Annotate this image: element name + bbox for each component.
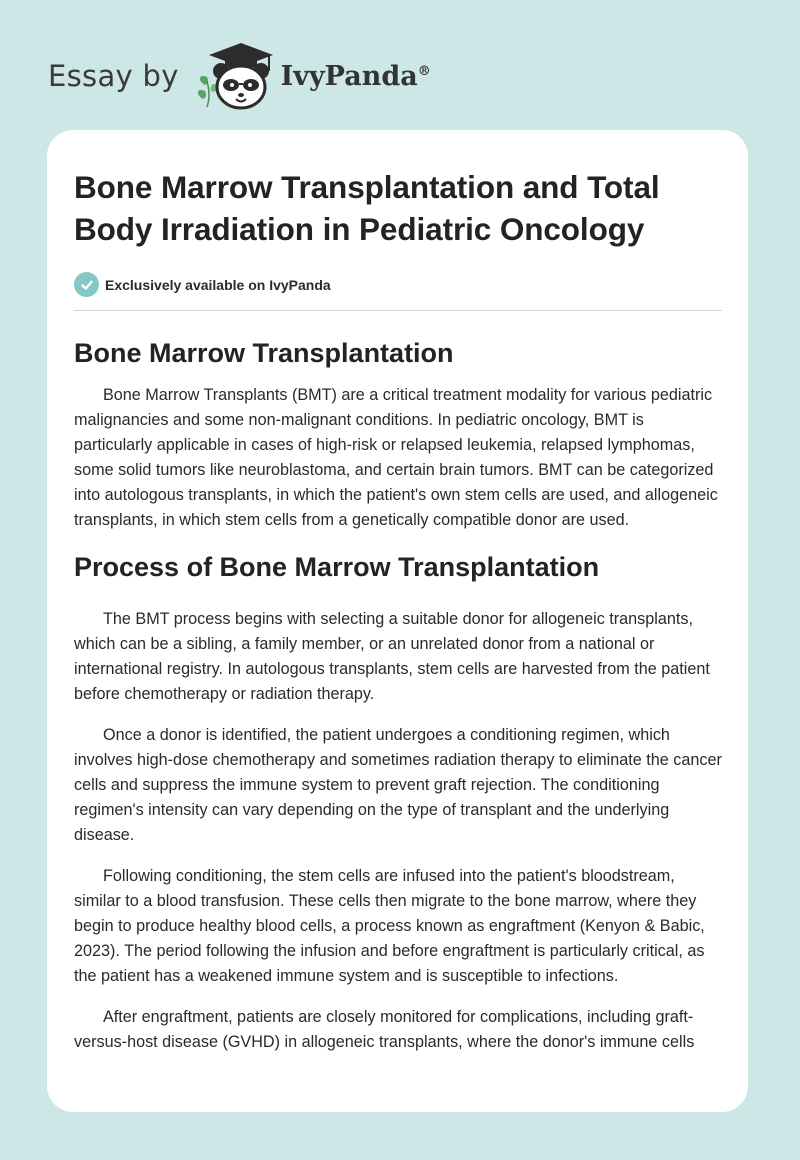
paragraph: Once a donor is identified, the patient undergoes a conditioning regimen, which involves high-dose chemotherapy and sometimes radiation therapy to eliminate the cancer cells and suppress the immune system to prevent graft rejection. The conditioning regimen's intensity can vary depending on the type of transplant and the underlying disease. <box>74 726 722 844</box>
section-body <box>74 383 722 533</box>
essay-title: Bone Marrow Transplantation and Total Body Irradiation in Pediatric Oncology <box>74 169 660 247</box>
divider <box>74 310 722 311</box>
exclusive-label: Exclusively available on IvyPanda <box>105 276 331 293</box>
site-header <box>48 36 431 116</box>
paragraph: After engraftment, patients are closely monitored for complications, including graft-versus-host disease (GVHD) in allogeneic transplants, where the donor's immune cells <box>74 1008 695 1051</box>
exclusive-badge <box>74 272 722 297</box>
panda-logo-icon <box>195 41 285 111</box>
registered-mark: ® <box>417 63 431 79</box>
essay-card <box>47 130 748 1112</box>
paragraph: Bone Marrow Transplants (BMT) are a critical treatment modality for various pediatric malignancies and some non-malignant conditions. In pediatric oncology, BMT is particularly applicable in cases of high-risk or relapsed leukemia, relapsed lymphomas, some solid tumors like neuroblastoma, and certain brain tumors. BMT can be categorized into autologous transplants, in which the patient's own stem cells are used, and allogeneic transplants, in which stem cells from a genetically compatible donor are used. <box>74 386 718 529</box>
essay-by-label: Essay by <box>48 59 179 93</box>
check-icon <box>74 272 99 297</box>
section-body <box>74 607 722 1055</box>
paragraph: Following conditioning, the stem cells are infused into the patient's bloodstream, similar to a blood transfusion. These cells then migrate to the bone marrow, where they begin to produce healthy blood cells, a process known as engraftment (Kenyon & Babic, 2023). The period following the infusion and before engraftment is particularly critical, as the patient has a weakened immune system and is susceptible to infections. <box>74 867 705 985</box>
brand-name: IvyPanda® <box>280 60 431 92</box>
section-heading: Bone Marrow Transplantation <box>74 338 454 368</box>
section-heading: Process of Bone Marrow Transplantation <box>74 552 600 582</box>
paragraph: The BMT process begins with selecting a suitable donor for allogeneic transplants, which can be a sibling, a family member, or an unrelated donor from a national or international registry. In autologous transplants, stem cells are harvested from the patient before chemotherapy or radiation therapy. <box>74 610 710 703</box>
